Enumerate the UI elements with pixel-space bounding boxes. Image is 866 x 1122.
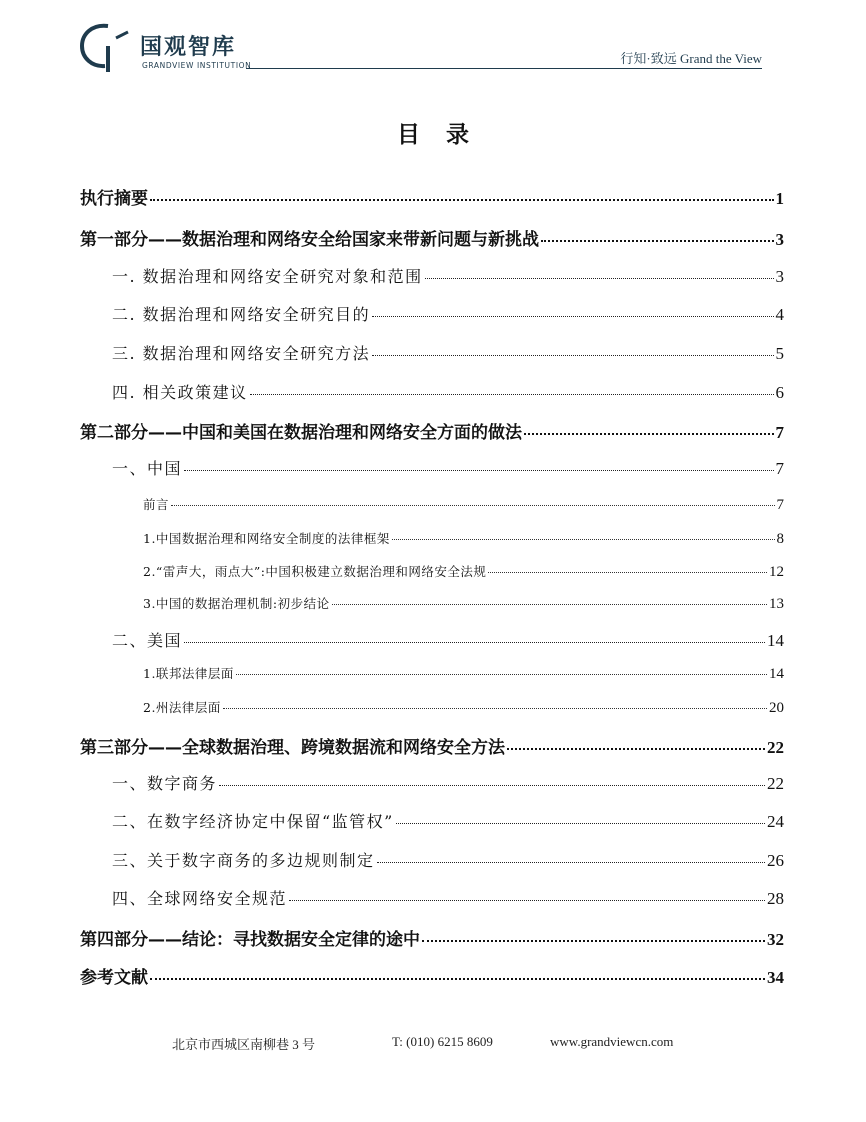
toc-entry-label: 四、全球网络安全规范 [112, 889, 288, 908]
toc-entry-page-number: 7 [775, 423, 784, 442]
toc-leader-dots [541, 240, 774, 242]
toc-entry-label: 一、数字商务 [112, 774, 218, 793]
toc-entry[interactable] [143, 594, 784, 613]
toc-entry-label: 2.“雷声大，雨点大”:中国积极建立数据治理和网络安全法规 [143, 564, 487, 579]
toc-leader-dots [250, 394, 774, 395]
toc-entry-label: 1.中国数据治理和网络安全制度的法律框架 [143, 531, 390, 546]
toc-leader-dots [377, 862, 765, 863]
toc-leader-dots [150, 199, 774, 201]
toc-leader-dots [332, 604, 767, 605]
toc-entry-label: 二. 数据治理和网络安全研究目的 [112, 305, 371, 324]
toc-entry-label: 执行摘要 [80, 189, 148, 209]
toc-entry-label: 四. 相关政策建议 [112, 383, 248, 402]
toc-leader-dots [507, 748, 765, 750]
toc-entry-page-number: 28 [767, 889, 784, 908]
toc-entry-label: 二、在数字经济协定中保留“监管权” [112, 812, 394, 831]
toc-entry-label: 第三部分——全球数据治理、跨境数据流和网络安全方法 [80, 738, 505, 758]
toc-entry-page-number: 7 [776, 497, 784, 513]
toc-entry-page-number: 14 [767, 631, 784, 650]
footer-phone: T: (010) 6215 8609 [392, 1034, 493, 1049]
page-header [0, 0, 866, 80]
toc-leader-dots [184, 642, 765, 643]
toc-entry[interactable] [112, 848, 784, 871]
toc-title: 目录 [397, 122, 495, 148]
toc-entry-page-number: 1 [775, 189, 784, 208]
toc-entry[interactable] [112, 628, 784, 651]
logo-chinese-name: 国观智库 [140, 35, 237, 60]
toc-entry[interactable] [112, 380, 784, 403]
toc-entry-label: 二、美国 [112, 631, 183, 650]
toc-leader-dots [392, 539, 775, 540]
toc-leader-dots [422, 940, 765, 942]
toc-entry-page-number: 12 [769, 564, 784, 580]
toc-entry-page-number: 14 [769, 666, 784, 682]
toc-entry-page-number: 13 [769, 596, 784, 612]
grandview-logo-icon [78, 20, 130, 72]
toc-entry[interactable] [80, 184, 784, 209]
toc-entry-page-number: 22 [767, 774, 784, 793]
toc-leader-dots [171, 505, 774, 506]
toc-entry-page-number: 6 [775, 383, 784, 402]
toc-entry-page-number: 3 [775, 230, 784, 249]
toc-entry-label: 一. 数据治理和网络安全研究对象和范围 [112, 267, 423, 286]
toc-entry[interactable] [143, 529, 784, 548]
toc-entry-label: 前言 [143, 497, 170, 512]
toc-entry[interactable] [80, 925, 784, 950]
toc-entry-label: 第四部分——结论：寻找数据安全定律的途中 [80, 930, 420, 950]
toc-entry[interactable] [112, 809, 784, 832]
toc-entry[interactable] [143, 495, 784, 514]
toc-entry-page-number: 7 [775, 459, 784, 478]
toc-leader-dots [425, 278, 774, 279]
toc-entry-page-number: 8 [776, 531, 784, 547]
toc-entry[interactable] [143, 698, 784, 717]
toc-entry-label: 三、关于数字商务的多边规则制定 [112, 851, 375, 870]
toc-entry[interactable] [80, 225, 784, 250]
toc-leader-dots [372, 355, 773, 356]
toc-entry-page-number: 32 [767, 930, 784, 949]
header-slogan: 行知·致远 Grand the View [620, 51, 762, 66]
toc-entry-label: 2.州法律层面 [143, 700, 221, 715]
toc-entry-label: 第二部分——中国和美国在数据治理和网络安全方面的做法 [80, 423, 522, 443]
toc-entry[interactable] [112, 456, 784, 479]
footer-website[interactable]: www.grandviewcn.com [550, 1034, 674, 1049]
toc-leader-dots [223, 708, 767, 709]
toc-entry[interactable] [143, 664, 784, 683]
toc-entry[interactable] [143, 562, 784, 581]
logo-english-name: GRANDVIEW INSTITUTION [142, 61, 252, 70]
toc-entry-page-number: 34 [767, 968, 784, 987]
toc-leader-dots [396, 823, 765, 824]
toc-leader-dots [219, 785, 765, 786]
toc-entry-page-number: 20 [769, 700, 784, 716]
toc-entry[interactable] [112, 302, 784, 325]
toc-entry[interactable] [80, 733, 784, 758]
toc-entry[interactable] [80, 963, 784, 988]
toc-leader-dots [524, 433, 774, 435]
toc-entry-page-number: 24 [767, 812, 784, 831]
header-divider [246, 68, 762, 69]
toc-entry-label: 3.中国的数据治理机制:初步结论 [143, 596, 330, 611]
toc-leader-dots [488, 572, 767, 573]
toc-entry-label: 参考文献 [80, 968, 148, 988]
toc-leader-dots [150, 978, 765, 980]
toc-entry-label: 三. 数据治理和网络安全研究方法 [112, 344, 371, 363]
toc-entry-page-number: 22 [767, 738, 784, 757]
toc-entry[interactable] [112, 886, 784, 909]
toc-entry[interactable] [80, 418, 784, 443]
toc-entry-label: 第一部分——数据治理和网络安全给国家来带新问题与新挑战 [80, 230, 539, 250]
toc-entry[interactable] [112, 341, 784, 364]
toc-leader-dots [236, 674, 767, 675]
toc-entry-page-number: 5 [775, 344, 784, 363]
footer-address: 北京市西城区南柳巷 3 号 [172, 1037, 316, 1052]
toc-entry-page-number: 4 [775, 305, 784, 324]
toc-leader-dots [372, 316, 773, 317]
toc-entry[interactable] [112, 264, 784, 287]
toc-entry[interactable] [112, 771, 784, 794]
toc-entry-page-number: 3 [775, 267, 784, 286]
toc-leader-dots [289, 900, 765, 901]
toc-entry-page-number: 26 [767, 851, 784, 870]
toc-entry-label: 1.联邦法律层面 [143, 666, 234, 681]
toc-entry-label: 一、中国 [112, 459, 183, 478]
toc-leader-dots [184, 470, 773, 471]
